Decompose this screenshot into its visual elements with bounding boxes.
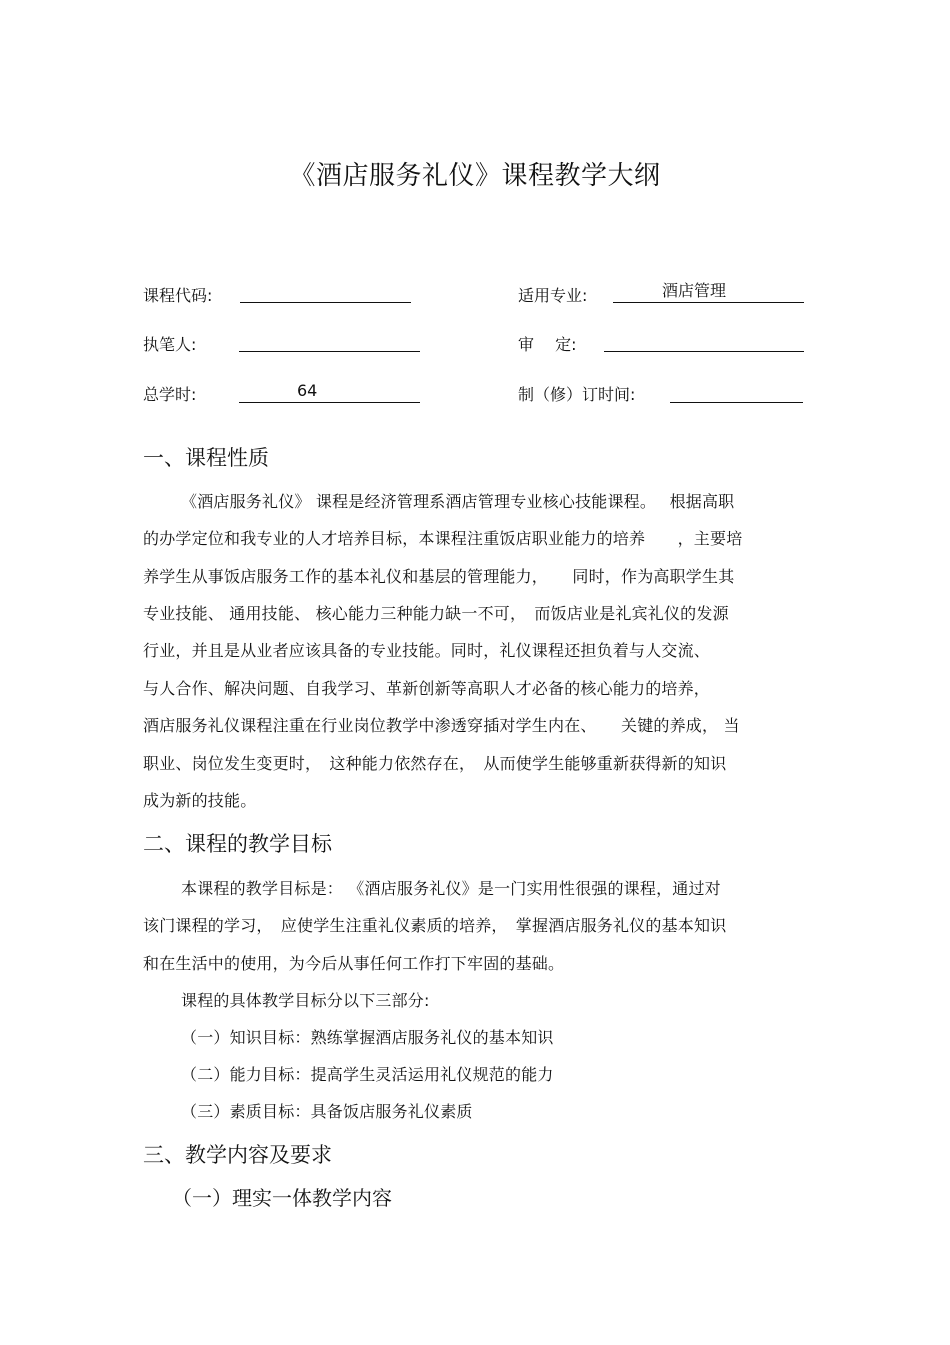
page-title: 《酒店服务礼仪》课程教学大纲	[289, 161, 661, 191]
section2-line: 本课程的教学目标是： 《酒店服务礼仪》是一门实用性很强的课程，通过对	[181, 879, 721, 898]
section1-line: 《酒店服务礼仪》 课程是经济管理系酒店管理专业核心技能课程。 根据高职	[181, 492, 735, 511]
section3-heading: 三、教学内容及要求	[143, 1143, 332, 1167]
section1-line: 与人合作、解决问题、自我学习、革新创新等高职人才必备的核心能力的培养，	[143, 679, 711, 698]
section2-line: 和在生活中的使用，为今后从事任何工作打下牢固的基础。	[143, 954, 565, 973]
section2-heading: 二、课程的教学目标	[143, 832, 332, 856]
revision-date-value	[670, 380, 803, 403]
section1-line: 养学生从事饭店服务工作的基本礼仪和基层的管理能力， 同时，作为高职学生其	[143, 567, 735, 586]
total-hours-label: 总学时:	[143, 385, 197, 404]
section2-intro: 课程的具体教学目标分以下三部分:	[181, 991, 430, 1010]
major-value	[613, 280, 804, 303]
section1-line: 行业，并且是从业者应该具备的专业技能。同时，礼仪课程还担负着与人交流、	[143, 641, 711, 660]
course-code-value	[240, 280, 411, 303]
goal-item: （一）知识目标：熟练掌握酒店服务礼仪的基本知识	[181, 1028, 554, 1047]
reviewer-value	[604, 329, 804, 352]
section1-line: 专业技能、 通用技能、 核心能力三种能力缺一不可， 而饭店业是礼宾礼仪的发源	[143, 604, 729, 623]
total-hours-value	[239, 380, 420, 403]
reviewer-label: 审 定:	[518, 335, 577, 354]
goal-item: （三）素质目标：具备饭店服务礼仪素质	[181, 1102, 473, 1121]
section1-heading: 一、课程性质	[143, 446, 269, 470]
total-hours-text: 64	[297, 381, 318, 400]
section3-subheading: （一）理实一体教学内容	[172, 1186, 392, 1210]
author-label: 执笔人:	[143, 335, 197, 354]
course-code-label: 课程代码:	[143, 286, 213, 305]
major-text: 酒店管理	[662, 281, 727, 300]
author-value	[239, 329, 420, 352]
revision-date-label: 制（修）订时间:	[518, 385, 636, 404]
section1-line: 职业、岗位发生变更时， 这种能力依然存在， 从而使学生能够重新获得新的知识	[143, 754, 727, 773]
section1-line: 成为新的技能。	[143, 791, 257, 810]
goal-item: （二）能力目标：提高学生灵活运用礼仪规范的能力	[181, 1065, 554, 1084]
section2-line: 该门课程的学习， 应使学生注重礼仪素质的培养， 掌握酒店服务礼仪的基本知识	[143, 916, 727, 935]
section1-line: 酒店服务礼仪课程注重在行业岗位教学中渗透穿插对学生内在、 关键的养成， 当	[143, 716, 740, 735]
major-label: 适用专业:	[518, 286, 588, 305]
section1-line: 的办学定位和我专业的人才培养目标，本课程注重饭店职业能力的培养 ，主要培	[143, 529, 743, 548]
